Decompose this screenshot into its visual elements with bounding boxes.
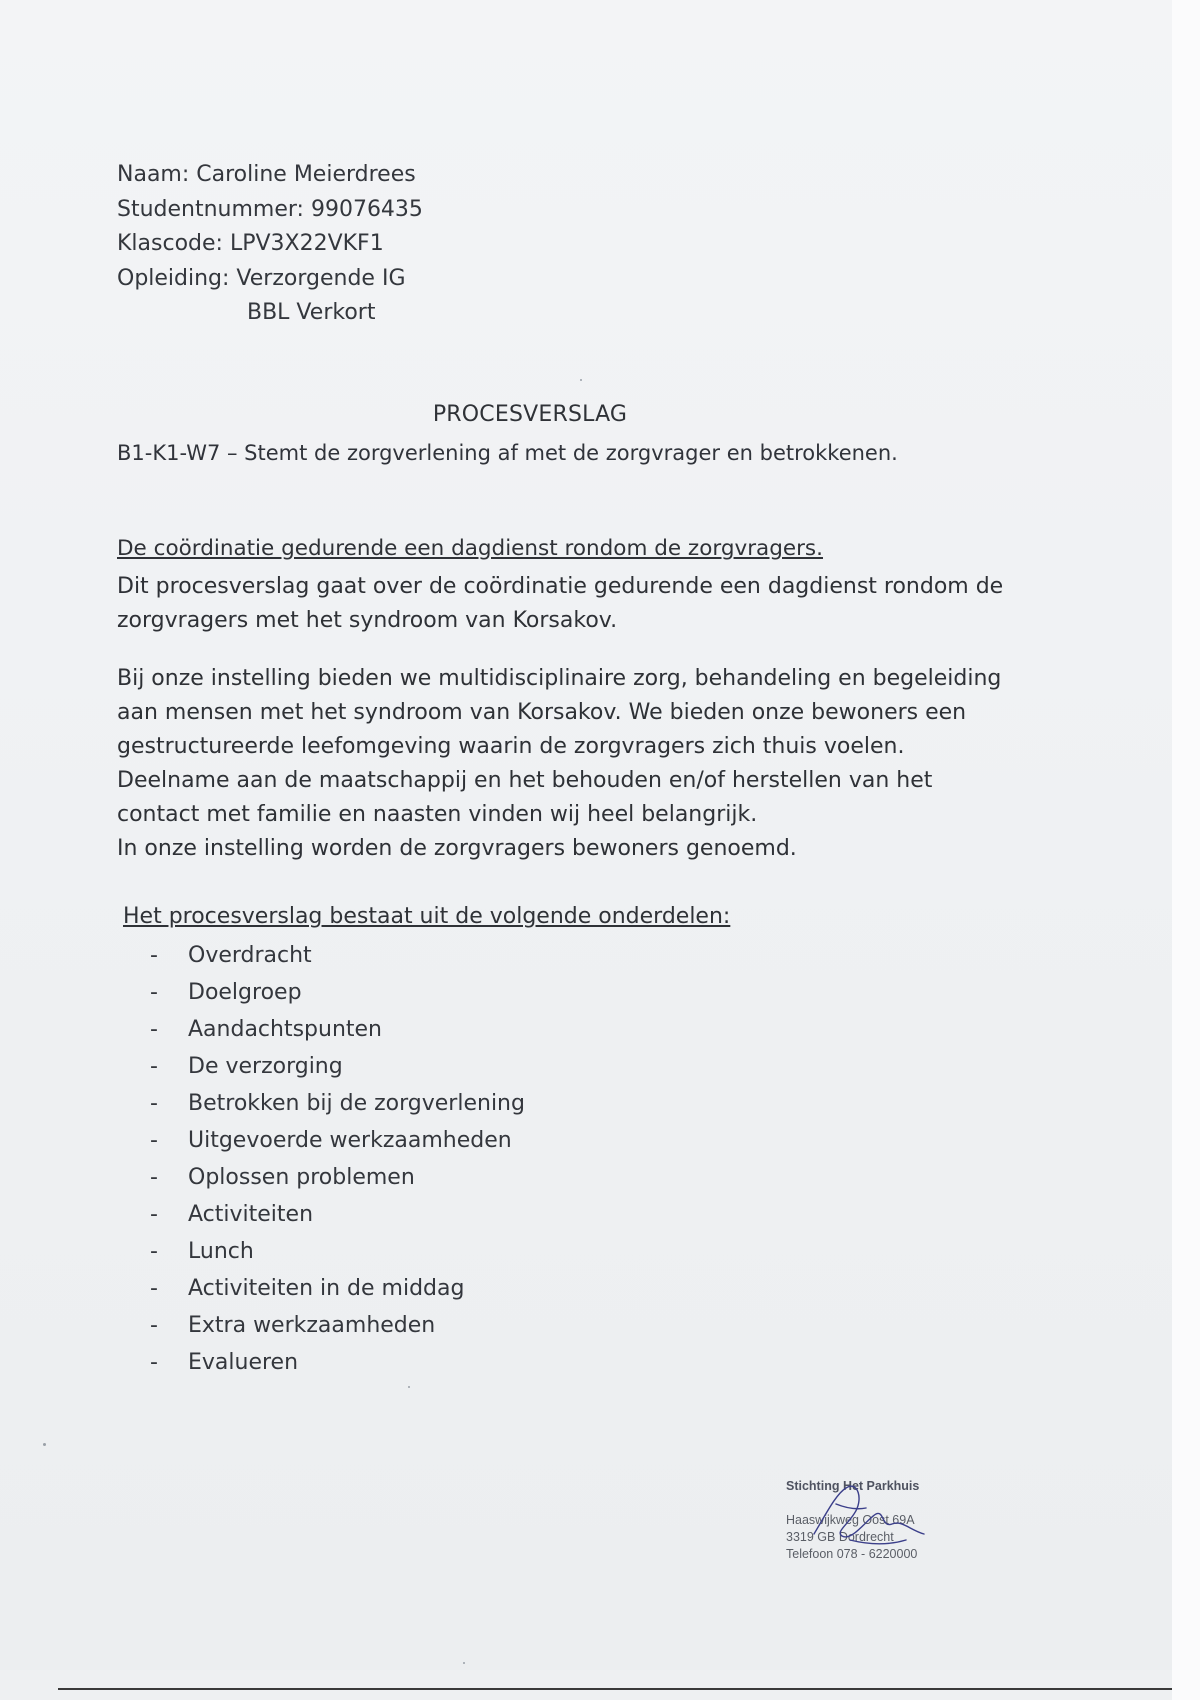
- list-item: [150, 1160, 525, 1197]
- list-item-label: Activiteiten: [188, 1202, 314, 1227]
- scan-speck: [463, 1662, 465, 1664]
- education-track: BBL Verkort: [247, 300, 376, 325]
- list-item: [150, 975, 525, 1012]
- stamp-line: Telefoon 078 - 6220000: [786, 1547, 918, 1561]
- dash-bullet: -: [150, 943, 158, 968]
- signature-icon: [806, 1474, 936, 1560]
- section-heading: De coördinatie gedurende een dagdienst rondom de zorgvragers.: [117, 536, 823, 561]
- institution-stamp: [786, 1474, 976, 1564]
- dash-bullet: -: [150, 1017, 158, 1042]
- section-list: [150, 938, 525, 1382]
- list-item-label: Doelgroep: [188, 980, 302, 1005]
- list-item-label: Evalueren: [188, 1350, 299, 1375]
- list-item: [150, 1012, 525, 1049]
- dash-bullet: -: [150, 1239, 158, 1264]
- institution-paragraph: [117, 662, 1097, 866]
- dash-bullet: -: [150, 1313, 158, 1338]
- dash-bullet: -: [150, 1128, 158, 1153]
- list-item-label: Overdracht: [188, 943, 312, 968]
- list-item: [150, 1308, 525, 1345]
- dash-bullet: -: [150, 1276, 158, 1301]
- list-item: [150, 1234, 525, 1271]
- document-subtitle: B1-K1-W7 – Stemt de zorgverlening af met de zorgvrager en betrokkenen.: [117, 441, 898, 465]
- dash-bullet: -: [150, 980, 158, 1005]
- paragraph-line: aan mensen met het syndroom van Korsakov. We bieden onze bewoners een: [117, 700, 967, 725]
- list-item-label: Extra werkzaamheden: [188, 1313, 436, 1338]
- dash-bullet: -: [150, 1350, 158, 1375]
- dash-bullet: -: [150, 1165, 158, 1190]
- list-item: [150, 938, 525, 975]
- stamp-line: Haaswijkweg Oost 69A: [786, 1513, 915, 1527]
- dash-bullet: -: [150, 1054, 158, 1079]
- list-item-label: Activiteiten in de middag: [188, 1276, 465, 1301]
- list-item: [150, 1086, 525, 1123]
- stamp-line: Stichting Het Parkhuis: [786, 1479, 920, 1493]
- list-heading: Het procesverslag bestaat uit de volgende onderdelen:: [123, 904, 731, 929]
- student-name: Naam: Caroline Meierdrees: [117, 162, 416, 187]
- list-item: [150, 1197, 525, 1234]
- list-item-label: Oplossen problemen: [188, 1165, 415, 1190]
- education: Opleiding: Verzorgende IG: [117, 265, 406, 291]
- list-item-label: Betrokken bij de zorgverlening: [188, 1091, 525, 1116]
- paragraph-line: contact met familie en naasten vinden wij heel belangrijk.: [117, 802, 758, 827]
- paragraph-line: Deelname aan de maatschappij en het behouden en/of herstellen van het: [117, 768, 933, 793]
- scan-speck: [580, 379, 582, 381]
- dash-bullet: -: [150, 1091, 158, 1116]
- student-info: [117, 158, 423, 331]
- list-item-label: Lunch: [188, 1239, 254, 1264]
- list-item-label: Aandachtspunten: [188, 1017, 383, 1042]
- list-item: [150, 1345, 525, 1382]
- bottom-rule: [58, 1688, 1172, 1690]
- intro-paragraph: Dit procesverslag gaat over de coördinatie gedurende een dagdienst rondom de zorgvragers met het syndroom van Korsakov.: [117, 574, 1004, 633]
- paragraph-line: gestructureerde leefomgeving waarin de zorgvragers zich thuis voelen.: [117, 734, 905, 759]
- list-item: [150, 1271, 525, 1308]
- list-item: [150, 1049, 525, 1086]
- list-item-label: De verzorging: [188, 1054, 343, 1079]
- scan-speck: [43, 1443, 46, 1446]
- list-item: [150, 1123, 525, 1160]
- page-margin-edge: [1172, 0, 1200, 1700]
- paragraph-line: In onze instelling worden de zorgvragers bewoners genoemd.: [117, 836, 797, 861]
- stamp-line: 3319 GB Dordrecht: [786, 1530, 894, 1544]
- list-item-label: Uitgevoerde werkzaamheden: [188, 1128, 512, 1153]
- document-title: PROCESVERSLAG: [432, 402, 628, 427]
- class-code: Klascode: LPV3X22VKF1: [117, 231, 384, 256]
- student-number: Studentnummer: 99076435: [117, 196, 423, 222]
- scan-speck: [408, 1386, 410, 1388]
- paragraph-line: Bij onze instelling bieden we multidisciplinaire zorg, behandeling en begeleiding: [117, 666, 1002, 691]
- dash-bullet: -: [150, 1202, 158, 1227]
